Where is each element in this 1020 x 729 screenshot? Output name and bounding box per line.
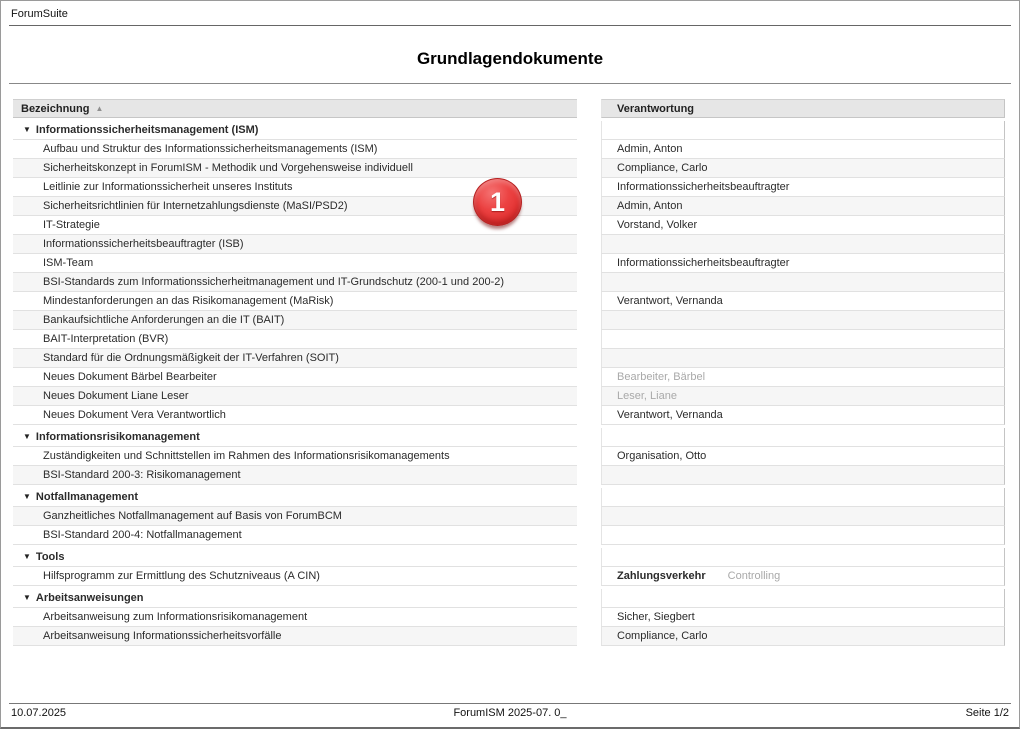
section-label: Tools — [35, 551, 65, 563]
footer-center-text: ForumISM 2025-07. 0_ — [453, 707, 567, 719]
section-label: Informationssicherheitsmanagement (ISM) — [35, 124, 259, 136]
table-row — [13, 368, 1005, 387]
table-row — [13, 292, 1005, 311]
document-title: Arbeitsanweisung zum Informationsrisikomanagement — [43, 611, 308, 623]
document-title: BSI-Standards zum Informationssicherheitmanagement und IT-Grundschutz (200-1 und 200-2) — [43, 276, 505, 288]
column-gap — [577, 235, 601, 254]
section-label: Informationsrisikomanagement — [35, 431, 200, 443]
document-title-cell — [13, 466, 577, 485]
table-row — [13, 406, 1005, 425]
document-title: Hilfsprogramm zur Ermittlung des Schutzniveaus (A CIN) — [43, 570, 320, 582]
responsibility-cell — [601, 140, 1005, 159]
title-divider — [9, 83, 1011, 84]
document-title-cell — [13, 235, 577, 254]
responsible-person: Sicher, Siegbert — [617, 611, 695, 623]
responsibility-cell — [601, 197, 1005, 216]
column-gap — [577, 140, 601, 159]
document-title: Informationssicherheitsbeauftragter (ISB) — [43, 238, 244, 250]
column-gap — [577, 387, 601, 406]
responsible-person: Organisation, Otto — [617, 450, 707, 462]
section-row — [13, 589, 1005, 608]
document-title-cell — [13, 627, 577, 646]
table-row — [13, 447, 1005, 466]
responsibility-cell — [601, 349, 1005, 368]
column-gap — [577, 311, 601, 330]
responsible-person: Compliance, Carlo — [617, 630, 708, 642]
column-gap — [577, 627, 601, 646]
column-header-verantwortung — [601, 99, 1005, 118]
document-title: Bankaufsichtliche Anforderungen an die IT (BAIT) — [43, 314, 285, 326]
document-title-cell — [13, 368, 577, 387]
responsible-person: Bearbeiter, Bärbel — [617, 371, 706, 383]
page-footer — [9, 703, 1011, 719]
responsibility-cell — [601, 368, 1005, 387]
document-title: Neues Dokument Liane Leser — [43, 390, 189, 402]
document-title: BSI-Standard 200-4: Notfallmanagement — [43, 529, 242, 541]
document-title-cell — [13, 254, 577, 273]
responsible-person: Leser, Liane — [617, 390, 677, 402]
column-gap — [577, 567, 601, 586]
column-gap — [577, 406, 601, 425]
section-row — [13, 548, 1005, 567]
column-label-verantwortung: Verantwortung — [617, 103, 695, 115]
section-row — [13, 121, 1005, 140]
table-row — [13, 140, 1005, 159]
collapse-triangle-icon: ▼ — [23, 492, 31, 501]
document-title: ISM-Team — [43, 257, 94, 269]
table-row — [13, 567, 1005, 586]
responsibility-cell — [601, 526, 1005, 545]
responsibility-cell — [601, 608, 1005, 627]
column-gap — [577, 428, 601, 447]
app-brand: ForumSuite — [11, 8, 68, 20]
responsibility-cell — [601, 406, 1005, 425]
column-gap — [577, 292, 601, 311]
table-row — [13, 387, 1005, 406]
responsible-person: Admin, Anton — [617, 143, 683, 155]
column-gap — [577, 349, 601, 368]
document-title: Zuständigkeiten und Schnittstellen im Rahmen des Informationsrisikomanagements — [43, 450, 450, 462]
column-gap — [577, 589, 601, 608]
document-title-cell — [13, 311, 577, 330]
table-row — [13, 159, 1005, 178]
document-title: Neues Dokument Vera Verantwortlich — [43, 409, 226, 421]
document-title: IT-Strategie — [43, 219, 100, 231]
document-title-cell — [13, 608, 577, 627]
document-title-cell — [13, 447, 577, 466]
section-cell — [13, 428, 577, 447]
responsibility-cell — [601, 466, 1005, 485]
responsibility-cell — [601, 507, 1005, 526]
collapse-triangle-icon: ▼ — [23, 432, 31, 441]
document-title-cell — [13, 349, 577, 368]
responsibility-cell — [601, 273, 1005, 292]
column-gap — [577, 608, 601, 627]
table-row — [13, 311, 1005, 330]
responsible-person-secondary: Controlling — [727, 570, 781, 582]
top-header-bar — [9, 1, 1011, 26]
table-row — [13, 507, 1005, 526]
responsible-person: Vorstand, Volker — [617, 219, 698, 231]
column-gap — [577, 254, 601, 273]
collapse-triangle-icon: ▼ — [23, 552, 31, 561]
column-gap — [577, 548, 601, 567]
column-gap — [577, 330, 601, 349]
document-title-cell — [13, 507, 577, 526]
document-title: Mindestanforderungen an das Risikomanagement (MaRisk) — [43, 295, 334, 307]
section-label: Arbeitsanweisungen — [35, 592, 144, 604]
section-cell — [13, 488, 577, 507]
responsibility-cell — [601, 567, 1005, 586]
table-row — [13, 235, 1005, 254]
responsibility-cell — [601, 387, 1005, 406]
document-title-cell — [13, 406, 577, 425]
column-gap — [577, 526, 601, 545]
document-title-cell — [13, 567, 577, 586]
document-title: BAIT-Interpretation (BVR) — [43, 333, 169, 345]
column-gap — [577, 488, 601, 507]
table-row — [13, 349, 1005, 368]
document-title-cell — [13, 292, 577, 311]
column-gap — [577, 216, 601, 235]
document-title: BSI-Standard 200-3: Risikomanagement — [43, 469, 241, 481]
column-gap — [577, 273, 601, 292]
collapse-triangle-icon: ▼ — [23, 593, 31, 602]
document-title: Aufbau und Struktur des Informationssicherheitsmanagements (ISM) — [43, 143, 378, 155]
column-gap — [577, 178, 601, 197]
document-title: Arbeitsanweisung Informationssicherheitsvorfälle — [43, 630, 282, 642]
table-row — [13, 254, 1005, 273]
document-title: Standard für die Ordnungsmäßigkeit der IT-Verfahren (SOIT) — [43, 352, 339, 364]
page-title: Grundlagendokumente — [416, 49, 604, 68]
document-title-cell — [13, 526, 577, 545]
document-title: Sicherheitsrichtlinien für Internetzahlungsdienste (MaSI/PSD2) — [43, 200, 348, 212]
column-gap — [577, 99, 601, 118]
responsible-person: Informationssicherheitsbeauftragter — [617, 257, 790, 269]
responsibility-cell — [601, 292, 1005, 311]
column-gap — [577, 197, 601, 216]
column-gap — [577, 466, 601, 485]
column-header-bezeichnung — [13, 99, 577, 118]
table-row — [13, 608, 1005, 627]
responsible-person: Compliance, Carlo — [617, 162, 708, 174]
responsibility-cell — [601, 311, 1005, 330]
column-label-bezeichnung: Bezeichnung — [21, 103, 90, 115]
collapse-triangle-icon: ▼ — [23, 125, 31, 134]
responsibility-cell — [601, 159, 1005, 178]
document-title-cell — [13, 159, 577, 178]
document-title: Sicherheitskonzept in ForumISM - Methodik und Vorgehensweise individuell — [43, 162, 413, 174]
document-title: Ganzheitliches Notfallmanagement auf Basis von ForumBCM — [43, 510, 342, 522]
responsibility-cell — [601, 254, 1005, 273]
responsible-person: Verantwort, Vernanda — [617, 295, 723, 307]
column-gap — [577, 121, 601, 140]
column-gap — [577, 507, 601, 526]
section-cell-empty — [601, 121, 1005, 140]
table-row — [13, 330, 1005, 349]
document-title-cell — [13, 387, 577, 406]
section-cell-empty — [601, 589, 1005, 608]
sort-asc-icon: ▲ — [95, 104, 104, 113]
table-header-row — [13, 99, 1005, 118]
document-title-cell — [13, 330, 577, 349]
document-title-cell — [13, 140, 577, 159]
responsible-person: Verantwort, Vernanda — [617, 409, 723, 421]
responsible-person: Admin, Anton — [617, 200, 683, 212]
table-row — [13, 466, 1005, 485]
column-gap — [577, 447, 601, 466]
section-label: Notfallmanagement — [35, 491, 138, 503]
responsible-person: Informationssicherheitsbeauftragter — [617, 181, 790, 193]
section-cell-empty — [601, 488, 1005, 507]
footer-date: 10.07.2025 — [11, 707, 67, 719]
document-title: Leitlinie zur Informationssicherheit unseres Instituts — [43, 181, 293, 193]
table-row — [13, 526, 1005, 545]
column-gap — [577, 159, 601, 178]
section-cell — [13, 548, 577, 567]
section-cell — [13, 121, 577, 140]
footer-page-number: Seite 1/2 — [965, 707, 1009, 719]
section-cell-empty — [601, 548, 1005, 567]
responsible-person: Zahlungsverkehr — [617, 570, 706, 582]
title-wrap — [1, 49, 1019, 69]
responsibility-cell — [601, 330, 1005, 349]
responsibility-cell — [601, 216, 1005, 235]
section-cell-empty — [601, 428, 1005, 447]
annotation-step-badge: 1 — [473, 178, 522, 226]
responsibility-cell — [601, 235, 1005, 254]
responsibility-cell — [601, 447, 1005, 466]
section-cell — [13, 589, 577, 608]
responsibility-cell — [601, 178, 1005, 197]
document-title: Neues Dokument Bärbel Bearbeiter — [43, 371, 217, 383]
document-title-cell — [13, 273, 577, 292]
column-gap — [577, 368, 601, 387]
section-row — [13, 488, 1005, 507]
section-row — [13, 428, 1005, 447]
table-row — [13, 627, 1005, 646]
responsibility-cell — [601, 627, 1005, 646]
table-row — [13, 273, 1005, 292]
